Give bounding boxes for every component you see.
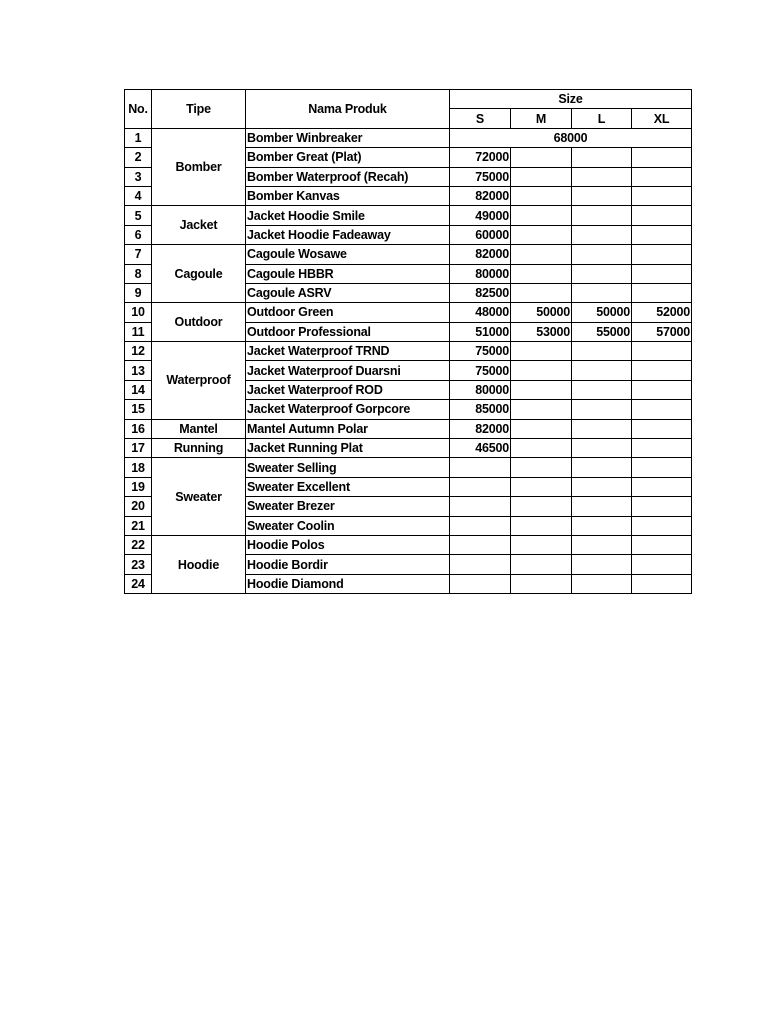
cell-price-l	[572, 225, 632, 244]
cell-price-xl	[632, 361, 692, 380]
cell-price-m	[511, 574, 572, 593]
cell-price-m	[511, 283, 572, 302]
cell-price-xl	[632, 516, 692, 535]
table-body	[125, 128, 692, 593]
header-no: No.	[125, 90, 152, 129]
cell-product-name: Bomber Great (Plat)	[246, 148, 450, 167]
cell-price-m: 53000	[511, 322, 572, 341]
cell-price-m	[511, 477, 572, 496]
cell-price-l	[572, 148, 632, 167]
table-row	[125, 303, 692, 322]
cell-price-xl	[632, 419, 692, 438]
cell-price-l	[572, 400, 632, 419]
cell-price-m	[511, 439, 572, 458]
cell-price-xl	[632, 400, 692, 419]
cell-product-name: Jacket Waterproof ROD	[246, 380, 450, 399]
cell-no: 11	[125, 322, 152, 341]
cell-price-s: 72000	[450, 148, 511, 167]
table-header	[125, 90, 692, 129]
cell-price-m	[511, 458, 572, 477]
cell-price-s: 82000	[450, 419, 511, 438]
table-row	[125, 245, 692, 264]
cell-product-name: Mantel Autumn Polar	[246, 419, 450, 438]
cell-price-m	[511, 167, 572, 186]
cell-no: 23	[125, 555, 152, 574]
cell-price-m	[511, 245, 572, 264]
cell-price-l	[572, 535, 632, 554]
cell-no: 18	[125, 458, 152, 477]
cell-price-xl	[632, 225, 692, 244]
cell-price-s: 80000	[450, 380, 511, 399]
cell-no: 10	[125, 303, 152, 322]
cell-price-m: 50000	[511, 303, 572, 322]
cell-no: 1	[125, 128, 152, 147]
cell-price-l	[572, 380, 632, 399]
table-row	[125, 458, 692, 477]
cell-tipe: Running	[152, 439, 246, 458]
cell-price-s: 82000	[450, 245, 511, 264]
cell-tipe: Waterproof	[152, 342, 246, 420]
cell-price-l	[572, 342, 632, 361]
cell-product-name: Sweater Excellent	[246, 477, 450, 496]
cell-price-l	[572, 206, 632, 225]
cell-tipe: Outdoor	[152, 303, 246, 342]
cell-price-s	[450, 574, 511, 593]
cell-price-l	[572, 516, 632, 535]
cell-price-s: 60000	[450, 225, 511, 244]
cell-price-xl	[632, 186, 692, 205]
cell-price-l	[572, 361, 632, 380]
cell-tipe: Jacket	[152, 206, 246, 245]
table-row	[125, 342, 692, 361]
cell-price-m	[511, 342, 572, 361]
cell-tipe: Hoodie	[152, 535, 246, 593]
table-row	[125, 128, 692, 147]
cell-price-s: 82500	[450, 283, 511, 302]
cell-price-l	[572, 283, 632, 302]
cell-price-l	[572, 264, 632, 283]
cell-no: 21	[125, 516, 152, 535]
cell-no: 2	[125, 148, 152, 167]
cell-price-xl	[632, 555, 692, 574]
cell-product-name: Cagoule Wosawe	[246, 245, 450, 264]
cell-price-l	[572, 167, 632, 186]
cell-price-s: 80000	[450, 264, 511, 283]
header-row-top	[125, 90, 692, 109]
cell-price-m	[511, 497, 572, 516]
cell-no: 17	[125, 439, 152, 458]
cell-product-name: Sweater Coolin	[246, 516, 450, 535]
cell-price-m	[511, 380, 572, 399]
cell-product-name: Hoodie Bordir	[246, 555, 450, 574]
cell-price-xl	[632, 477, 692, 496]
cell-product-name: Hoodie Polos	[246, 535, 450, 554]
cell-product-name: Cagoule ASRV	[246, 283, 450, 302]
cell-price-xl: 52000	[632, 303, 692, 322]
cell-price-l	[572, 245, 632, 264]
cell-no: 12	[125, 342, 152, 361]
cell-no: 4	[125, 186, 152, 205]
cell-price-xl	[632, 535, 692, 554]
cell-price-s: 49000	[450, 206, 511, 225]
cell-price-l	[572, 458, 632, 477]
cell-no: 16	[125, 419, 152, 438]
cell-price-xl: 57000	[632, 322, 692, 341]
cell-price-m	[511, 148, 572, 167]
table-row	[125, 439, 692, 458]
cell-price-m	[511, 555, 572, 574]
cell-price-l	[572, 186, 632, 205]
cell-no: 7	[125, 245, 152, 264]
cell-product-name: Jacket Waterproof Gorpcore	[246, 400, 450, 419]
cell-price-s	[450, 458, 511, 477]
cell-product-name: Bomber Kanvas	[246, 186, 450, 205]
header-size-l: L	[572, 109, 632, 128]
cell-no: 15	[125, 400, 152, 419]
cell-price-s: 51000	[450, 322, 511, 341]
cell-price-s: 48000	[450, 303, 511, 322]
cell-price-l	[572, 477, 632, 496]
header-nama-produk: Nama Produk	[246, 90, 450, 129]
cell-tipe: Cagoule	[152, 245, 246, 303]
cell-product-name: Sweater Brezer	[246, 497, 450, 516]
cell-price-xl	[632, 497, 692, 516]
cell-price-xl	[632, 148, 692, 167]
cell-price-s	[450, 477, 511, 496]
header-size-xl: XL	[632, 109, 692, 128]
cell-price-s	[450, 516, 511, 535]
cell-product-name: Jacket Waterproof TRND	[246, 342, 450, 361]
cell-price-l	[572, 555, 632, 574]
cell-price-s: 85000	[450, 400, 511, 419]
cell-no: 3	[125, 167, 152, 186]
cell-price-s: 75000	[450, 342, 511, 361]
cell-no: 24	[125, 574, 152, 593]
cell-product-name: Jacket Hoodie Fadeaway	[246, 225, 450, 244]
cell-tipe: Sweater	[152, 458, 246, 536]
price-table	[124, 89, 692, 594]
cell-product-name: Jacket Hoodie Smile	[246, 206, 450, 225]
cell-price-xl	[632, 458, 692, 477]
cell-price-l: 55000	[572, 322, 632, 341]
cell-no: 5	[125, 206, 152, 225]
cell-price-s	[450, 555, 511, 574]
cell-no: 6	[125, 225, 152, 244]
cell-price-s: 46500	[450, 439, 511, 458]
header-size-m: M	[511, 109, 572, 128]
cell-no: 20	[125, 497, 152, 516]
cell-price-xl	[632, 167, 692, 186]
header-tipe: Tipe	[152, 90, 246, 129]
cell-tipe: Bomber	[152, 128, 246, 206]
cell-product-name: Bomber Winbreaker	[246, 128, 450, 147]
cell-price-l	[572, 574, 632, 593]
cell-product-name: Jacket Waterproof Duarsni	[246, 361, 450, 380]
cell-product-name: Bomber Waterproof (Recah)	[246, 167, 450, 186]
cell-price-l: 50000	[572, 303, 632, 322]
cell-price-m	[511, 264, 572, 283]
cell-price-s	[450, 497, 511, 516]
cell-price-m	[511, 535, 572, 554]
cell-product-name: Cagoule HBBR	[246, 264, 450, 283]
cell-price-m	[511, 419, 572, 438]
cell-price-xl	[632, 574, 692, 593]
cell-price-xl	[632, 206, 692, 225]
cell-price-xl	[632, 283, 692, 302]
cell-price-xl	[632, 264, 692, 283]
cell-no: 22	[125, 535, 152, 554]
cell-price-xl	[632, 342, 692, 361]
cell-price-m	[511, 361, 572, 380]
cell-price-m	[511, 206, 572, 225]
cell-price-l	[572, 439, 632, 458]
cell-price-s: 82000	[450, 186, 511, 205]
cell-no: 8	[125, 264, 152, 283]
cell-price-s	[450, 535, 511, 554]
header-size-s: S	[450, 109, 511, 128]
cell-price-l	[572, 497, 632, 516]
cell-price-l	[572, 419, 632, 438]
cell-no: 9	[125, 283, 152, 302]
header-size: Size	[450, 90, 692, 109]
table-row	[125, 535, 692, 554]
cell-price-s: 75000	[450, 167, 511, 186]
cell-product-name: Jacket Running Plat	[246, 439, 450, 458]
cell-price-m	[511, 400, 572, 419]
cell-product-name: Sweater Selling	[246, 458, 450, 477]
table-row	[125, 206, 692, 225]
cell-price-m	[511, 225, 572, 244]
cell-price-s: 75000	[450, 361, 511, 380]
cell-product-name: Hoodie Diamond	[246, 574, 450, 593]
cell-no: 14	[125, 380, 152, 399]
cell-product-name: Outdoor Professional	[246, 322, 450, 341]
cell-price-all-sizes: 68000	[450, 128, 692, 147]
cell-tipe: Mantel	[152, 419, 246, 438]
cell-price-xl	[632, 245, 692, 264]
cell-product-name: Outdoor Green	[246, 303, 450, 322]
cell-price-m	[511, 516, 572, 535]
table-row	[125, 419, 692, 438]
cell-price-xl	[632, 439, 692, 458]
cell-price-m	[511, 186, 572, 205]
cell-no: 13	[125, 361, 152, 380]
cell-price-xl	[632, 380, 692, 399]
cell-no: 19	[125, 477, 152, 496]
